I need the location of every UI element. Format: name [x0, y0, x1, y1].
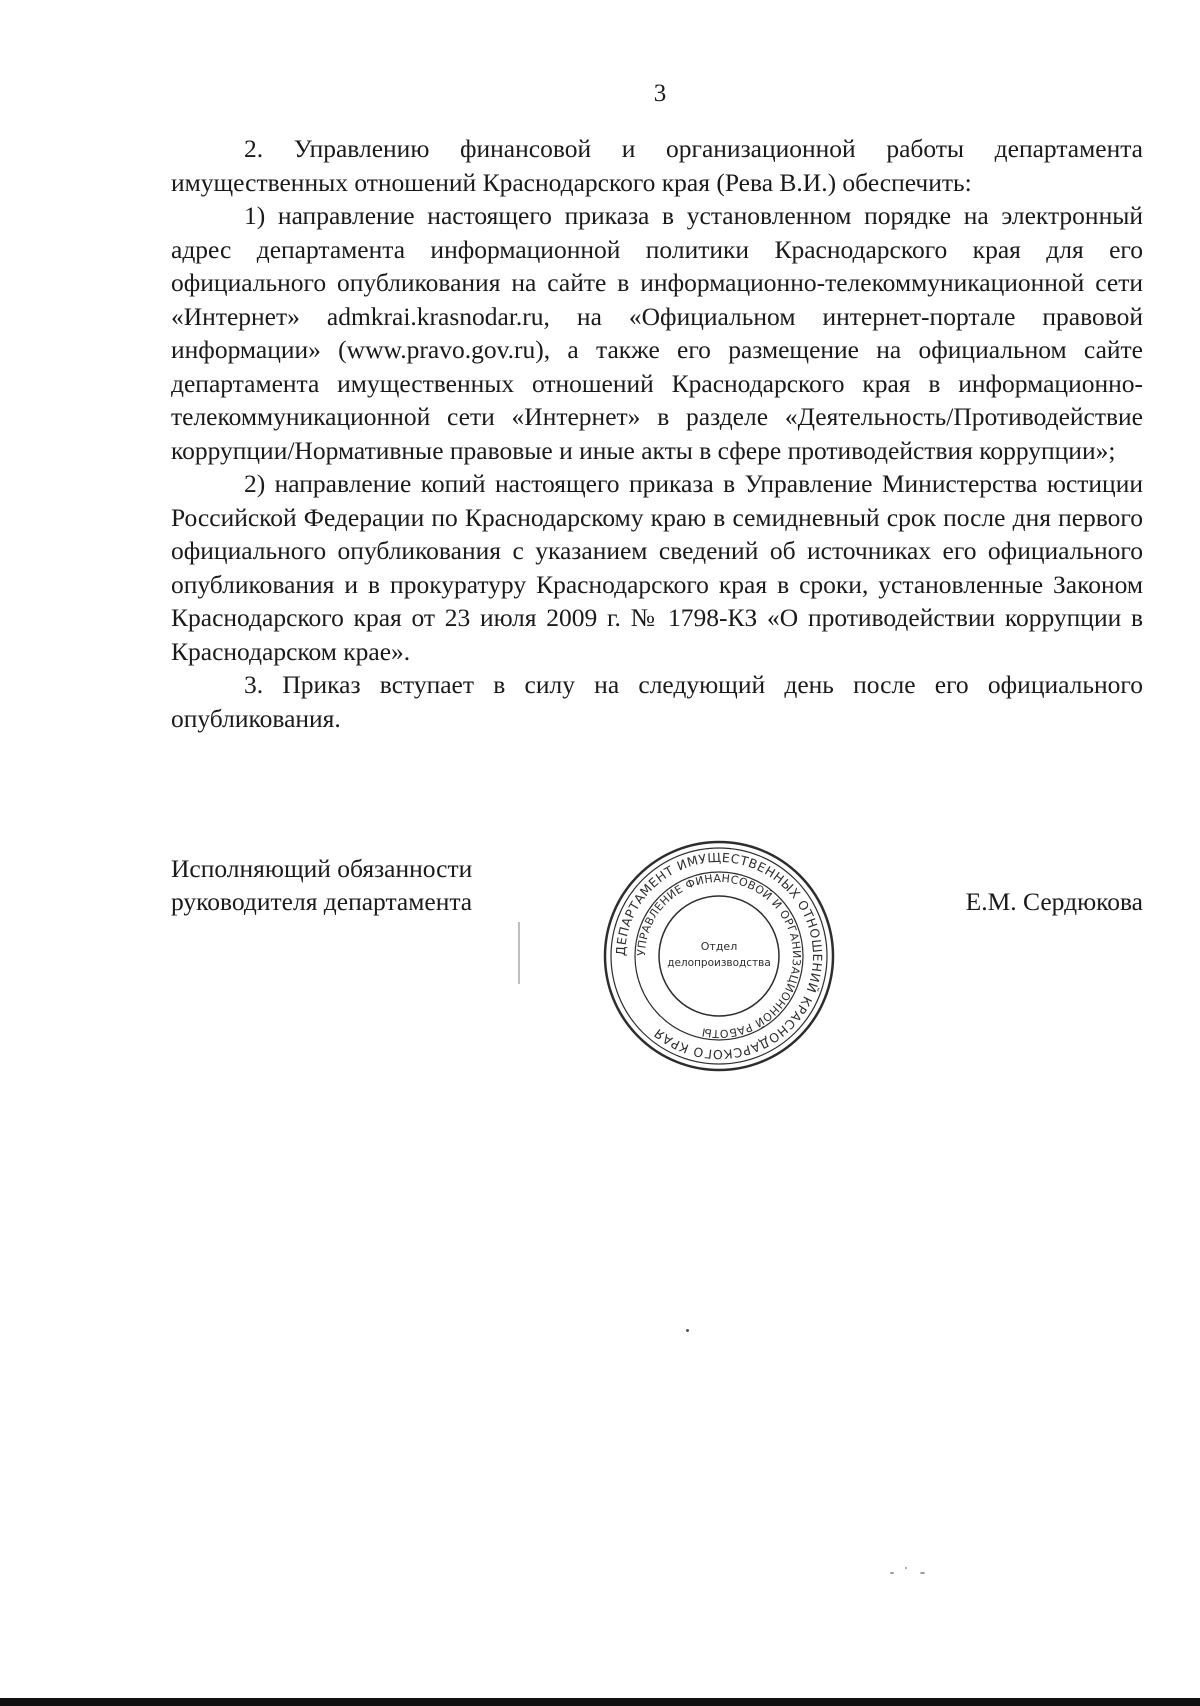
stamp-center-line-2: делопроизводства — [667, 957, 771, 969]
stamp-inner-text: УПРАВЛЕНИЕ ФИНАНСОВОЙ И ОРГАНИЗАЦИОННОЙ РАБОТЫ — [634, 871, 804, 1041]
signature-block — [171, 849, 1143, 1063]
scan-speck — [905, 1567, 907, 1569]
paragraph-item-3: 3. Приказ вступает в силу на следующий день после его официального опубликования. — [171, 670, 1143, 733]
document-body — [171, 132, 1143, 735]
paragraph-item-2: 2. Управлению финансовой и организационной работы департамента имущественных отношений Краснодарского края (Рева В.И.) обеспечить: — [171, 134, 1143, 197]
signer-name: Е.М. Сердюкова — [965, 887, 1143, 916]
signer-title-line-2: руководителя департамента — [171, 887, 473, 916]
scan-speck — [920, 1572, 925, 1574]
signer-title-line-1: Исполняющий обязанности — [171, 854, 473, 883]
paragraph-subitem-2: 2) направление копий настоящего приказа в Управление Министерства юстиции Российской Федерации по Краснодарскому краю в семидневный срок после дня первого официального опубликования с указанием сведений об источниках его официального опубликования и в прокуратуру Краснодарского края в сроки, установленные Законом Краснодарского края от 23 июля 2009 г. № 1798-КЗ «О противодействии коррупции в Краснодарском крае». — [171, 469, 1143, 666]
official-stamp — [601, 838, 837, 1074]
stamp-center-line-1: Отдел — [700, 940, 738, 953]
paragraph-subitem-1: 1) направление настоящего приказа в установленном порядке на электронный адрес департамента информационной политики Краснодарского края для его официального опубликования на сайте в информационно-телекоммуникационной сети «Интернет» admkrai.krasnodar.ru, на «Официальном интернет-портале правовой информации» (www.pravo.gov.ru), а также его размещение на официальном сайте департамента имущественных отношений Краснодарского края в информационно-телекоммуникационной сети «Интернет» в разделе «Деятельность/Противодействие коррупции/Нормативные правовые и иные акты в сфере противодействия коррупции»; — [171, 201, 1143, 465]
scan-speck — [686, 1329, 689, 1332]
scan-bottom-edge — [0, 1698, 1200, 1706]
page-number: 3 — [653, 80, 667, 107]
stamp-outer-text: ДЕПАРТАМЕНТ ИМУЩЕСТВЕННЫХ ОТНОШЕНИЙ КРАСНОДАРСКОГО КРАЯ — [612, 849, 826, 1063]
pen-mark — [518, 922, 520, 984]
stamp-inner-ring — [659, 896, 779, 1016]
signer-title — [171, 852, 472, 918]
scan-speck — [890, 1572, 894, 1574]
